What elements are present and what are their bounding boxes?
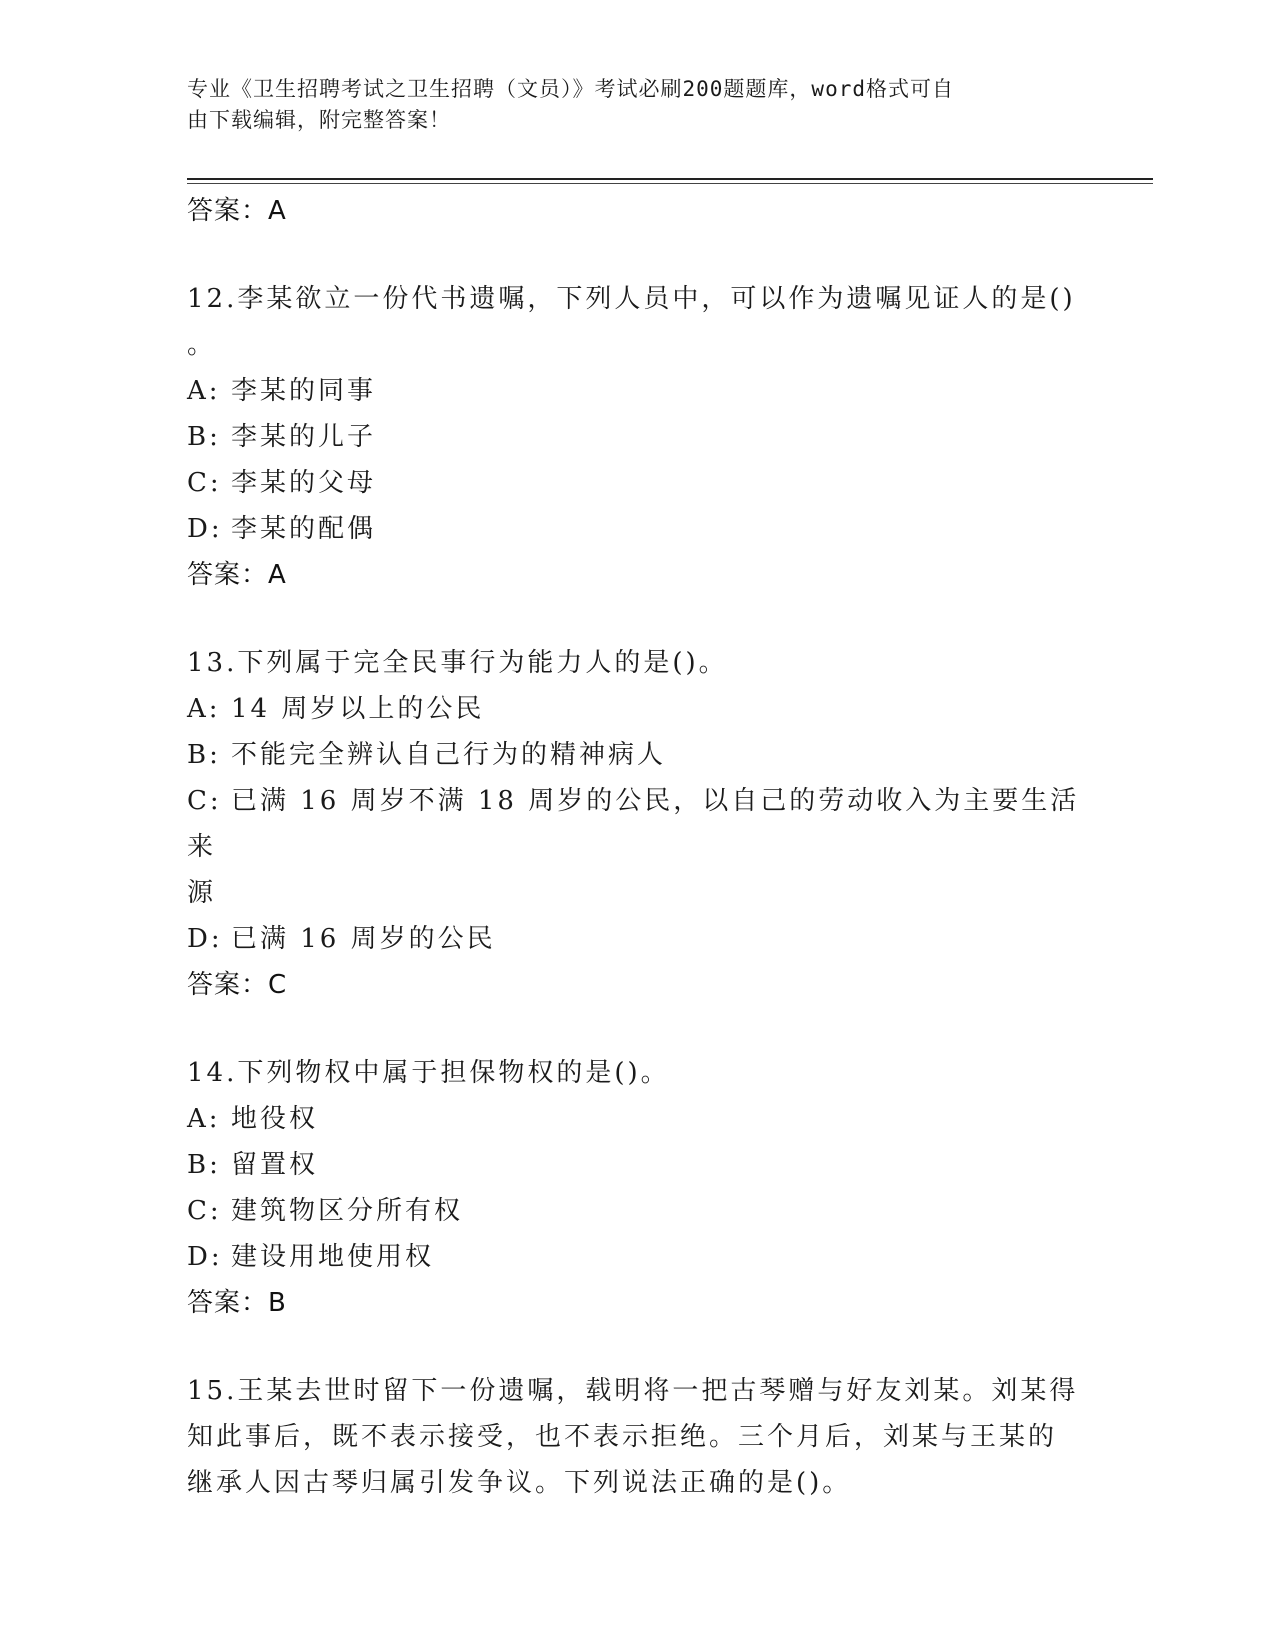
- option-text: 14 周岁以上的公民: [231, 694, 485, 724]
- option-d: [187, 1234, 1087, 1280]
- header-line-2: 由下载编辑，附完整答案！: [187, 108, 451, 132]
- option-letter: B:: [187, 422, 221, 452]
- answer-label: 答案：A: [187, 196, 287, 226]
- question-stem-continued: 。: [187, 330, 217, 360]
- question-block-13: [187, 640, 1087, 1008]
- option-text: 地役权: [231, 1104, 319, 1134]
- option-b: [187, 732, 1087, 778]
- option-letter: A:: [187, 694, 221, 724]
- question-stem: 13.下列属于完全民事行为能力人的是()。: [187, 648, 728, 678]
- option-text: 不能完全辨认自己行为的精神病人: [231, 740, 667, 770]
- answer-label: 答案：C: [187, 970, 288, 1000]
- option-text: 李某的同事: [231, 376, 377, 406]
- option-text: 李某的配偶: [231, 514, 377, 544]
- option-text: 已满 16 周岁的公民: [231, 924, 496, 954]
- option-a: [187, 368, 1087, 414]
- question-stem: 15.王某去世时留下一份遗嘱，载明将一把古琴赠与好友刘某。刘某得: [187, 1376, 1079, 1406]
- option-letter: D:: [187, 1242, 223, 1272]
- document-body: [187, 188, 1087, 1506]
- option-c: [187, 778, 1087, 870]
- option-letter: C:: [187, 1196, 222, 1226]
- option-text: 建设用地使用权: [231, 1242, 435, 1272]
- option-letter: B:: [187, 740, 221, 770]
- option-c: [187, 460, 1087, 506]
- question-stem-continued: 继承人因古琴归属引发争议。下列说法正确的是()。: [187, 1468, 852, 1498]
- option-a: [187, 1096, 1087, 1142]
- option-text: 李某的儿子: [231, 422, 377, 452]
- option-letter: B:: [187, 1150, 221, 1180]
- option-letter: C:: [187, 468, 222, 498]
- option-letter: C:: [187, 786, 222, 816]
- option-text: 李某的父母: [231, 468, 377, 498]
- option-letter: A:: [187, 1104, 221, 1134]
- option-c: [187, 1188, 1087, 1234]
- option-letter: D:: [187, 924, 223, 954]
- answer-label: 答案：B: [187, 1288, 287, 1318]
- header-line-1: 专业《卫生招聘考试之卫生招聘（文员）》考试必刷200题题库，word格式可自: [187, 77, 954, 101]
- header-divider-thick: [187, 178, 1153, 180]
- question-stem: 14.下列物权中属于担保物权的是()。: [187, 1058, 670, 1088]
- option-text: 留置权: [231, 1150, 319, 1180]
- document-header: [187, 74, 1067, 136]
- option-a: [187, 686, 1087, 732]
- option-text: 建筑物区分所有权: [231, 1196, 464, 1226]
- option-letter: A:: [187, 376, 221, 406]
- option-b: [187, 414, 1087, 460]
- option-letter: D:: [187, 514, 223, 544]
- option-b: [187, 1142, 1087, 1188]
- option-text: 源: [187, 878, 217, 908]
- option-text: 已满 16 周岁不满 18 周岁的公民，以自己的劳动收入为主要生活来: [187, 786, 1080, 862]
- option-d: [187, 506, 1087, 552]
- question-stem: 12.李某欲立一份代书遗嘱，下列人员中，可以作为遗嘱见证人的是(): [187, 284, 1076, 314]
- answer-label: 答案：A: [187, 560, 287, 590]
- question-stem-continued: 知此事后，既不表示接受，也不表示拒绝。三个月后，刘某与王某的: [187, 1422, 1058, 1452]
- question-block-15: [187, 1368, 1087, 1506]
- question-block-14: [187, 1050, 1087, 1326]
- header-divider-thin: [187, 183, 1153, 184]
- question-block-12: [187, 276, 1087, 598]
- option-d: [187, 916, 1087, 962]
- option-c-continued: [187, 870, 1087, 916]
